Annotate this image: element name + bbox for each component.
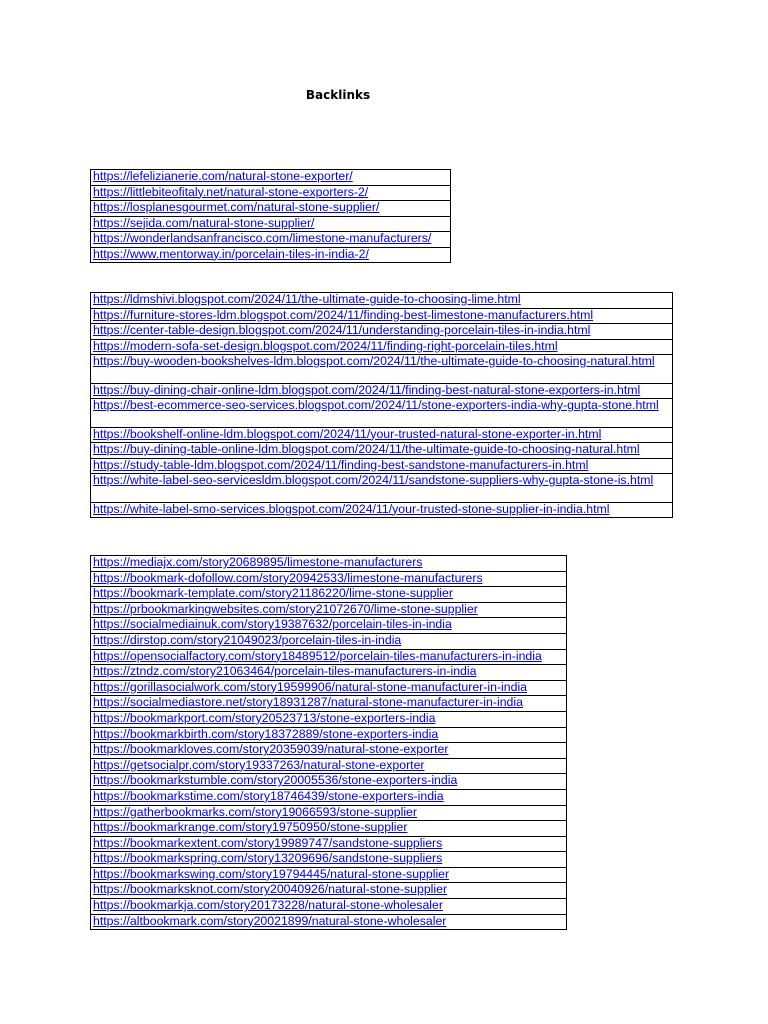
backlink-url[interactable]: https://bookmarkbirth.com/story18372889/stone-exporters-india <box>93 727 439 741</box>
link-cell <box>91 383 673 399</box>
link-cell <box>91 399 673 428</box>
backlink-url[interactable]: https://buy-dining-table-online-ldm.blogspot.com/2024/11/the-ultimate-guide-to-choosing-natural.html <box>93 442 640 456</box>
link-cell <box>91 899 567 915</box>
table-row <box>91 743 567 759</box>
backlink-url[interactable]: https://bookmarkstumble.com/story20005536/stone-exporters-india <box>93 773 458 788</box>
table-row <box>91 899 567 915</box>
table-row <box>91 355 673 384</box>
backlink-url[interactable]: https://socialmediastore.net/story18931287/natural-stone-manufacturer-in-india <box>93 695 523 710</box>
backlink-url[interactable]: https://best-ecommerce-seo-services.blogspot.com/2024/11/stone-exporters-india-why-gupta-stone.html <box>93 398 659 412</box>
backlink-url[interactable]: https://wonderlandsanfrancisco.com/limestone-manufacturers/ <box>93 231 432 245</box>
table-row <box>91 293 673 309</box>
backlink-url[interactable]: https://bookmarkstime.com/story18746439/stone-exporters-india <box>93 789 444 803</box>
links-table-3 <box>90 555 567 930</box>
table-row <box>91 680 567 696</box>
link-cell <box>91 743 567 759</box>
backlink-url[interactable]: https://bookmarkswing.com/story19794445/natural-stone-supplier <box>93 867 450 881</box>
link-cell <box>91 355 673 384</box>
table-row <box>91 427 673 443</box>
backlink-url[interactable]: https://bookmarkja.com/story20173228/natural-stone-wholesaler <box>93 898 443 913</box>
table-row <box>91 571 567 587</box>
link-cell <box>91 185 451 201</box>
backlink-url[interactable]: https://bookmarkextent.com/story19989747/sandstone-suppliers <box>93 836 443 850</box>
backlink-url[interactable]: https://bookshelf-online-ldm.blogspot.com/2024/11/your-trusted-natural-stone-exporter-in.html <box>93 427 602 441</box>
link-cell <box>91 474 673 503</box>
table-row <box>91 852 567 868</box>
backlink-url[interactable]: https://dirstop.com/story21049023/porcelain-tiles-in-india <box>93 633 402 647</box>
table-row <box>91 399 673 428</box>
backlink-url[interactable]: https://socialmediainuk.com/story19387632/porcelain-tiles-in-india <box>93 617 452 632</box>
backlink-url[interactable]: https://sejida.com/natural-stone-supplier/ <box>93 216 315 230</box>
link-cell <box>91 308 673 324</box>
table-row <box>91 665 567 681</box>
link-cell <box>91 711 567 727</box>
backlink-url[interactable]: https://bookmarksknot.com/story20040926/natural-stone-supplier <box>93 882 448 897</box>
backlink-url[interactable]: https://buy-wooden-bookshelves-ldm.blogspot.com/2024/11/the-ultimate-guide-to-choosing-natural.html <box>93 354 655 368</box>
table-row <box>91 914 567 930</box>
backlink-url[interactable]: https://mediajx.com/story20689895/limestone-manufacturers <box>93 555 423 569</box>
link-cell <box>91 170 451 186</box>
link-cell <box>91 587 567 603</box>
link-cell <box>91 618 567 634</box>
links-table-1 <box>90 169 451 263</box>
backlink-url[interactable]: https://prbookmarkingwebsites.com/story21072670/lime-stone-supplier <box>93 602 478 616</box>
link-cell <box>91 649 567 665</box>
table-row <box>91 185 451 201</box>
link-cell <box>91 427 673 443</box>
table-row <box>91 458 673 474</box>
backlink-url[interactable]: https://bookmarkport.com/story20523713/stone-exporters-india <box>93 711 436 725</box>
table-row <box>91 587 567 603</box>
link-cell <box>91 665 567 681</box>
table-row <box>91 443 673 459</box>
link-cell <box>91 293 673 309</box>
backlink-url[interactable]: https://bookmarkspring.com/story13209696/sandstone-suppliers <box>93 851 443 866</box>
table-row <box>91 247 451 263</box>
link-cell <box>91 867 567 883</box>
table-row <box>91 556 567 572</box>
link-cell <box>91 232 451 248</box>
link-cell <box>91 821 567 837</box>
table-row <box>91 232 451 248</box>
table-row <box>91 383 673 399</box>
table-row <box>91 618 567 634</box>
link-cell <box>91 443 673 459</box>
backlink-url[interactable]: https://furniture-stores-ldm.blogspot.com/2024/11/finding-best-limestone-manufacturers.html <box>93 308 594 322</box>
table-row <box>91 883 567 899</box>
page-title: Backlinks <box>305 88 371 102</box>
backlink-url[interactable]: https://gatherbookmarks.com/story19066593/stone-supplier <box>93 805 417 819</box>
table-row <box>91 696 567 712</box>
backlink-url[interactable]: https://opensocialfactory.com/story18489512/porcelain-tiles-manufacturers-in-india <box>93 649 542 663</box>
table-row <box>91 711 567 727</box>
backlink-url[interactable]: https://white-label-seo-servicesldm.blogspot.com/2024/11/sandstone-suppliers-why-gupta-stone-is.html <box>93 473 654 487</box>
table-row <box>91 821 567 837</box>
link-cell <box>91 633 567 649</box>
table-row <box>91 867 567 883</box>
backlink-url[interactable]: https://losplanesgourmet.com/natural-stone-supplier/ <box>93 200 380 214</box>
table-row <box>91 727 567 743</box>
table-row <box>91 308 673 324</box>
link-cell <box>91 914 567 930</box>
link-cell <box>91 324 673 340</box>
backlink-url[interactable]: https://www.mentorway.in/porcelain-tiles-in-india-2/ <box>93 247 369 261</box>
links-table-2 <box>90 292 673 518</box>
table-row <box>91 201 451 217</box>
backlink-url[interactable]: https://bookmarkloves.com/story20359039/natural-stone-exporter <box>93 742 449 757</box>
link-cell <box>91 201 451 217</box>
link-cell <box>91 556 567 572</box>
table-row <box>91 774 567 790</box>
backlink-url[interactable]: https://ztndz.com/story21063464/porcelain-tiles-manufacturers-in-india <box>93 664 477 679</box>
link-cell <box>91 680 567 696</box>
table-row <box>91 602 567 618</box>
backlink-url[interactable]: https://altbookmark.com/story20021899/natural-stone-wholesaler <box>93 914 447 928</box>
table-row <box>91 324 673 340</box>
link-cell <box>91 727 567 743</box>
link-cell <box>91 852 567 868</box>
backlink-url[interactable]: https://bookmark-dofollow.com/story20942533/limestone-manufacturers <box>93 571 483 585</box>
link-cell <box>91 789 567 805</box>
table-row <box>91 789 567 805</box>
table-row <box>91 836 567 852</box>
backlink-url[interactable]: https://bookmark-template.com/story21186220/lime-stone-supplier <box>93 586 453 601</box>
table-row <box>91 216 451 232</box>
backlink-url[interactable]: https://buy-dining-chair-online-ldm.blogspot.com/2024/11/finding-best-natural-stone-exporters-in.html <box>93 383 641 397</box>
table-row <box>91 649 567 665</box>
link-cell <box>91 458 673 474</box>
link-cell <box>91 696 567 712</box>
table-row <box>91 633 567 649</box>
backlink-url[interactable]: https://gorillasocialwork.com/story19599906/natural-stone-manufacturer-in-india <box>93 680 528 694</box>
backlink-url[interactable]: https://littlebiteofitaly.net/natural-stone-exporters-2/ <box>93 185 369 199</box>
link-cell <box>91 836 567 852</box>
table-row <box>91 339 673 355</box>
link-cell <box>91 247 451 263</box>
table-row <box>91 502 673 518</box>
link-cell <box>91 758 567 774</box>
backlink-url[interactable]: https://white-label-smo-services.blogspot.com/2024/11/your-trusted-stone-supplier-in-india.html <box>93 502 610 516</box>
link-cell <box>91 602 567 618</box>
table-row <box>91 758 567 774</box>
backlink-url[interactable]: https://ldmshivi.blogspot.com/2024/11/the-ultimate-guide-to-choosing-lime.html <box>93 292 521 306</box>
table-row <box>91 170 451 186</box>
link-cell <box>91 216 451 232</box>
link-cell <box>91 502 673 518</box>
table-row <box>91 805 567 821</box>
backlink-url[interactable]: https://study-table-ldm.blogspot.com/2024/11/finding-best-sandstone-manufacturers-in.html <box>93 458 589 472</box>
link-cell <box>91 805 567 821</box>
backlink-url[interactable]: https://bookmarkrange.com/story19750950/stone-supplier <box>93 820 408 835</box>
backlink-url[interactable]: https://center-table-design.blogspot.com/2024/11/understanding-porcelain-tiles-in-india.html <box>93 323 591 337</box>
link-cell <box>91 339 673 355</box>
link-cell <box>91 571 567 587</box>
link-cell <box>91 883 567 899</box>
backlink-url[interactable]: https://modern-sofa-set-design.blogspot.com/2024/11/finding-right-porcelain-tiles.html <box>93 339 558 353</box>
link-cell <box>91 774 567 790</box>
table-row <box>91 474 673 503</box>
backlink-url[interactable]: https://getsocialpr.com/story19337263/natural-stone-exporter <box>93 758 425 772</box>
backlink-url[interactable]: https://lefelizianerie.com/natural-stone-exporter/ <box>93 169 353 183</box>
